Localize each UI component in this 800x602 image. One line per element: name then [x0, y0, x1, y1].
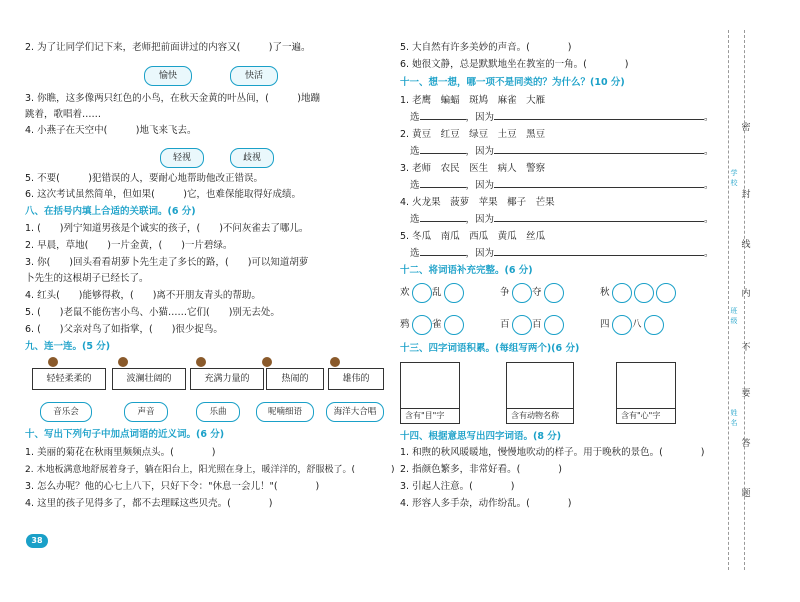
- binding-line-1: [728, 30, 729, 570]
- s8-item-1: 1. ( )列宁知道男孩是个诚实的孩子，( )不问灰雀去了哪儿。: [25, 223, 309, 234]
- binding-char-1: 密: [741, 123, 751, 133]
- binding-char-4: 内: [741, 289, 751, 299]
- q3-line2: 跳着，歌唱着……: [25, 109, 102, 120]
- binding-label-class: 班级: [730, 307, 738, 325]
- blank-circle[interactable]: [444, 315, 464, 335]
- blank-circle[interactable]: [512, 283, 532, 303]
- s12-char-4: 夺: [532, 287, 542, 298]
- q4-text: 4. 小燕子在天空中( )地飞来飞去。: [25, 125, 197, 136]
- s8-item-4: 4. 红头( )能够得救，( )离不开朋友青头的帮助。: [25, 290, 261, 301]
- s8-item-2: 2. 早晨，草地( )一片金黄，( )一片碧绿。: [25, 240, 233, 251]
- s11-choose-1: 选 ，因为 。: [410, 112, 714, 123]
- s11-choose-4: 选 ，因为 。: [410, 214, 714, 225]
- q4-option-2: 歧视: [230, 148, 274, 168]
- binding-char-8: 题: [741, 489, 751, 499]
- blank-circle[interactable]: [644, 315, 664, 335]
- s11-choose-3: 选 ，因为 。: [410, 180, 714, 191]
- s9-bottom-3: 乐曲: [196, 402, 240, 422]
- s12-char-5: 秋: [600, 287, 610, 298]
- binding-label-name: 姓名: [730, 409, 738, 427]
- section-9-title: 九、连一连。(5 分): [25, 341, 111, 352]
- bug-icon-1: [48, 357, 58, 367]
- s12-char-2: 乱: [432, 287, 442, 298]
- s9-bottom-2: 声音: [124, 402, 168, 422]
- q5-text: 5. 不要( )犯错误的人，要耐心地帮助他改正错误。: [25, 173, 263, 184]
- s11-item-3: 3. 老师 农民 医生 病人 警察: [400, 163, 546, 174]
- s11-choose-5: 选 ，因为 。: [410, 248, 714, 259]
- section-13-title: 十三、四字词语积累。(每组写两个)(6 分): [400, 343, 580, 354]
- s10-item-2: 2. 木地板满意地舒展着身子，躺在阳台上，阳光照在身上，暖洋洋的，舒服极了。( ): [25, 465, 395, 475]
- idiom-box-3-label: 含有"心"字: [617, 408, 675, 423]
- s12-char-3: 争: [500, 287, 510, 298]
- s12-char-10: 四: [600, 319, 610, 330]
- s9-top-5: 雄伟的: [328, 368, 384, 390]
- s10-item-4: 4. 这里的孩子见得多了，都不去理睬这些贝壳。( ): [25, 498, 273, 509]
- idiom-box-1[interactable]: [400, 362, 460, 424]
- s9-top-2: 波澜壮阔的: [112, 368, 186, 390]
- blank-circle[interactable]: [544, 283, 564, 303]
- s12-char-7: 雀: [432, 319, 442, 330]
- bug-icon-2: [118, 357, 128, 367]
- s12-char-1: 欢: [400, 287, 410, 298]
- blank-circle[interactable]: [634, 283, 654, 303]
- section-8-title: 八、在括号内填上合适的关联词。(6 分): [25, 206, 196, 217]
- binding-char-7: 答: [741, 439, 751, 449]
- q2-option-1: 愉快: [144, 66, 192, 86]
- binding-char-5: 不: [741, 343, 751, 353]
- bug-icon-4: [262, 357, 272, 367]
- s10-item-1: 1. 美丽的菊花在秋雨里频频点头。( ): [25, 447, 216, 458]
- s12-char-8: 百: [500, 319, 510, 330]
- bug-icon-3: [196, 357, 206, 367]
- blank-circle[interactable]: [612, 283, 632, 303]
- s9-bottom-1: 音乐会: [40, 402, 92, 422]
- blank-circle[interactable]: [512, 315, 532, 335]
- binding-label-school: 学校: [730, 169, 738, 187]
- s14-item-3: 3. 引起人注意。( ): [400, 481, 515, 492]
- s14-item-2: 2. 指颜色繁多，非常好看。( ): [400, 464, 562, 475]
- s8-item-3b: 卜先生的这根胡子已经长了。: [25, 273, 149, 284]
- idiom-box-2[interactable]: [506, 362, 574, 424]
- blank-circle[interactable]: [612, 315, 632, 335]
- s12-char-9: 百: [532, 319, 542, 330]
- blank-circle[interactable]: [412, 315, 432, 335]
- idiom-box-1-label: 含有"目"字: [401, 408, 459, 423]
- q2-option-2: 快活: [230, 66, 278, 86]
- s9-top-4: 热闹的: [266, 368, 324, 390]
- section-11-title: 十一、想一想，哪一项不是同类的？为什么？(10 分): [400, 77, 625, 88]
- s8-item-6: 6. ( )父亲对鸟了如指掌，( )很少捉鸟。: [25, 324, 223, 335]
- s11-choose-2: 选 ，因为 。: [410, 146, 714, 157]
- s14-item-4: 4. 形容人多手杂，动作纷乱。( ): [400, 498, 572, 509]
- s10-item-3: 3. 怎么办呢？他的心七上八下，只好下令："休息一会儿！"( ): [25, 481, 320, 492]
- s8-item-3: 3. 你( )回头看看胡萝卜先生走了多长的路，( )可以知道胡萝: [25, 257, 309, 268]
- s12-char-6: 鸦: [400, 319, 410, 330]
- s9-bottom-4: 呢喃细语: [256, 402, 314, 422]
- q3-line1: 3. 你瞧，这多像两只红色的小鸟，在秋天金黄的叶丛间，( )地蹦: [25, 93, 320, 104]
- page-number: 38: [26, 534, 48, 548]
- binding-char-3: 线: [741, 240, 751, 250]
- s11-item-1: 1. 老鹰 蝙蝠 斑鸠 麻雀 大雁: [400, 95, 546, 106]
- idiom-box-2-label: 含有动物名称: [507, 408, 573, 423]
- s11-item-4: 4. 火龙果 菠萝 苹果 椰子 芒果: [400, 197, 555, 208]
- r-q6-text: 6. 她很文静，总是默默地坐在教室的一角。( ): [400, 59, 629, 70]
- section-10-title: 十、写出下列句子中加点词语的近义词。(6 分): [25, 429, 225, 440]
- s9-top-3: 充满力量的: [190, 368, 264, 390]
- r-q5-text: 5. 大自然有许多美妙的声音。( ): [400, 42, 572, 53]
- s12-char-11: 八: [632, 319, 642, 330]
- s9-top-1: 轻轻柔柔的: [32, 368, 106, 390]
- section-14-title: 十四、根据意思写出四字词语。(8 分): [400, 431, 562, 442]
- q4-option-1: 轻视: [160, 148, 204, 168]
- bug-icon-5: [330, 357, 340, 367]
- q2-text: 2. 为了让同学们记下来，老师把前面讲过的内容又( )了一遍。: [25, 42, 311, 53]
- blank-circle[interactable]: [656, 283, 676, 303]
- binding-char-2: 封: [741, 190, 751, 200]
- binding-char-6: 要: [741, 389, 751, 399]
- s14-item-1: 1. 和煦的秋风暖暖地，慢慢地吹动的样子。用于晚秋的景色。( ): [400, 447, 705, 458]
- blank-circle[interactable]: [412, 283, 432, 303]
- s8-item-5: 5. ( )老鼠不能伤害小鸟、小猫……它们( )别无去处。: [25, 307, 280, 318]
- s9-bottom-5: 海洋大合唱: [326, 402, 384, 422]
- s11-item-5: 5. 冬瓜 南瓜 西瓜 黄瓜 丝瓜: [400, 231, 546, 242]
- blank-circle[interactable]: [444, 283, 464, 303]
- blank-circle[interactable]: [544, 315, 564, 335]
- section-12-title: 十二、将词语补充完整。(6 分): [400, 265, 533, 276]
- idiom-box-3[interactable]: [616, 362, 676, 424]
- q6-text: 6. 这次考试虽然简单，但如果( )它，也难保能取得好成绩。: [25, 189, 301, 200]
- s11-item-2: 2. 黄豆 红豆 绿豆 土豆 黑豆: [400, 129, 546, 140]
